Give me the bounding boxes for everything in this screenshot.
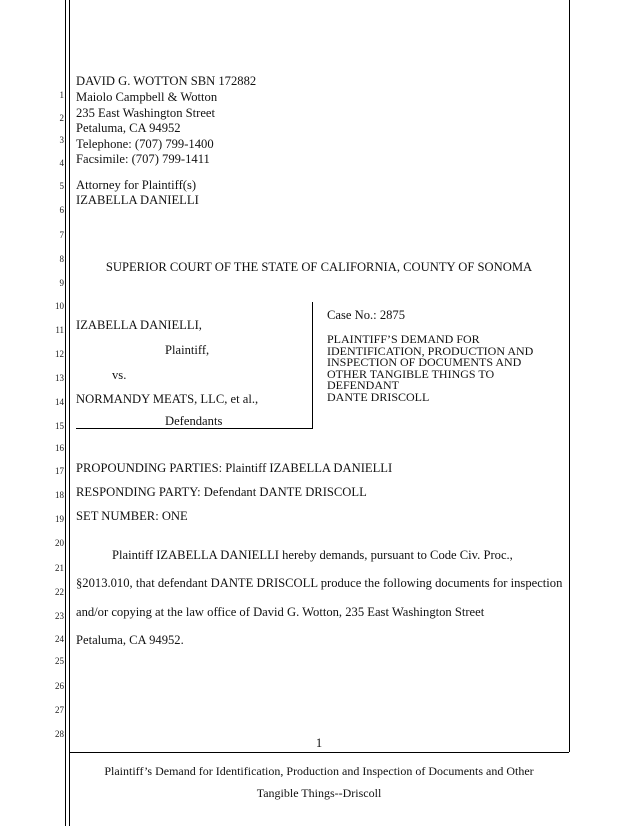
line-number: 15	[55, 421, 64, 431]
line-number: 14	[55, 397, 64, 407]
court-title: SUPERIOR COURT OF THE STATE OF CALIFORNIA, COUNTY OF SONOMA	[105, 260, 533, 274]
line-number: 9	[59, 278, 64, 288]
body-line: and/or copying at the law office of David G. Wotton, 235 East Washington Street	[76, 605, 485, 619]
case-number: Case No.: 2875	[327, 308, 406, 322]
plaintiff-role: Plaintiff,	[165, 343, 210, 357]
line-number: 21	[55, 563, 64, 573]
line-number: 18	[55, 490, 64, 500]
line-number: 26	[55, 681, 64, 691]
right-margin-line	[569, 0, 570, 752]
line-number: 11	[55, 325, 64, 335]
plaintiff-name: IZABELLA DANIELLI,	[76, 318, 202, 332]
line-number: 16	[55, 443, 64, 453]
document-title-line: PLAINTIFF’S DEMAND FOR	[327, 332, 480, 346]
line-number: 27	[55, 705, 64, 715]
line-number: 28	[55, 729, 64, 739]
document-title-line: DANTE DRISCOLL	[327, 390, 430, 404]
attorney-for: Attorney for Plaintiff(s)	[76, 178, 197, 192]
line-number: 8	[59, 254, 64, 264]
line-number: 23	[55, 611, 64, 621]
attorney-facsimile: Facsimile: (707) 799-1411	[76, 152, 210, 166]
line-number: 13	[55, 373, 64, 383]
attorney-street: 235 East Washington Street	[76, 106, 216, 120]
propounding-parties: PROPOUNDING PARTIES: Plaintiff IZABELLA DANIELLI	[76, 461, 393, 475]
line-number: 17	[55, 466, 64, 476]
line-number: 19	[55, 514, 64, 524]
responding-party: RESPONDING PARTY: Defendant DANTE DRISCOLL	[76, 485, 367, 499]
line-number: 12	[55, 349, 64, 359]
caption-vs: vs.	[112, 368, 127, 382]
line-number: 3	[59, 135, 64, 145]
body-line: Petaluma, CA 94952.	[76, 633, 184, 647]
document-title-line: OTHER TANGIBLE THINGS TO	[327, 367, 495, 381]
left-margin-line-inner	[69, 0, 70, 826]
document-title-line: IDENTIFICATION, PRODUCTION AND	[327, 344, 534, 358]
line-number: 4	[59, 158, 64, 168]
line-number: 20	[55, 538, 64, 548]
defendant-role: Defendants	[165, 414, 223, 428]
page-number: 1	[315, 736, 323, 750]
set-number: SET NUMBER: ONE	[76, 509, 188, 523]
document-title-line: INSPECTION OF DOCUMENTS AND	[327, 355, 522, 369]
line-number: 5	[59, 181, 64, 191]
left-margin-line-outer	[65, 0, 66, 826]
line-number: 25	[55, 656, 64, 666]
footer-line-2: Tangible Things--Driscoll	[256, 786, 382, 800]
defendant-name: NORMANDY MEATS, LLC, et al.,	[76, 392, 259, 406]
footer-rule	[69, 752, 569, 753]
body-line: §2013.010, that defendant DANTE DRISCOLL produce the following documents for inspection	[76, 576, 563, 590]
body-line: Plaintiff IZABELLA DANIELLI hereby demands, pursuant to Code Civ. Proc.,	[112, 548, 513, 562]
footer-line-1: Plaintiff’s Demand for Identification, Production and Inspection of Documents and Other	[104, 764, 534, 778]
attorney-firm: Maiolo Campbell & Wotton	[76, 90, 218, 104]
line-number: 6	[59, 205, 64, 215]
line-number: 10	[55, 301, 64, 311]
caption-divider	[312, 302, 313, 428]
document-title-line: DEFENDANT	[327, 378, 399, 392]
line-number: 22	[55, 587, 64, 597]
attorney-client: IZABELLA DANIELLI	[76, 193, 199, 207]
line-number: 1	[59, 90, 64, 100]
attorney-city: Petaluma, CA 94952	[76, 121, 181, 135]
line-number: 7	[59, 230, 64, 240]
line-number: 2	[59, 113, 64, 123]
attorney-name-sbn: DAVID G. WOTTON SBN 172882	[76, 74, 257, 88]
line-number: 24	[55, 634, 64, 644]
attorney-telephone: Telephone: (707) 799-1400	[76, 137, 214, 151]
